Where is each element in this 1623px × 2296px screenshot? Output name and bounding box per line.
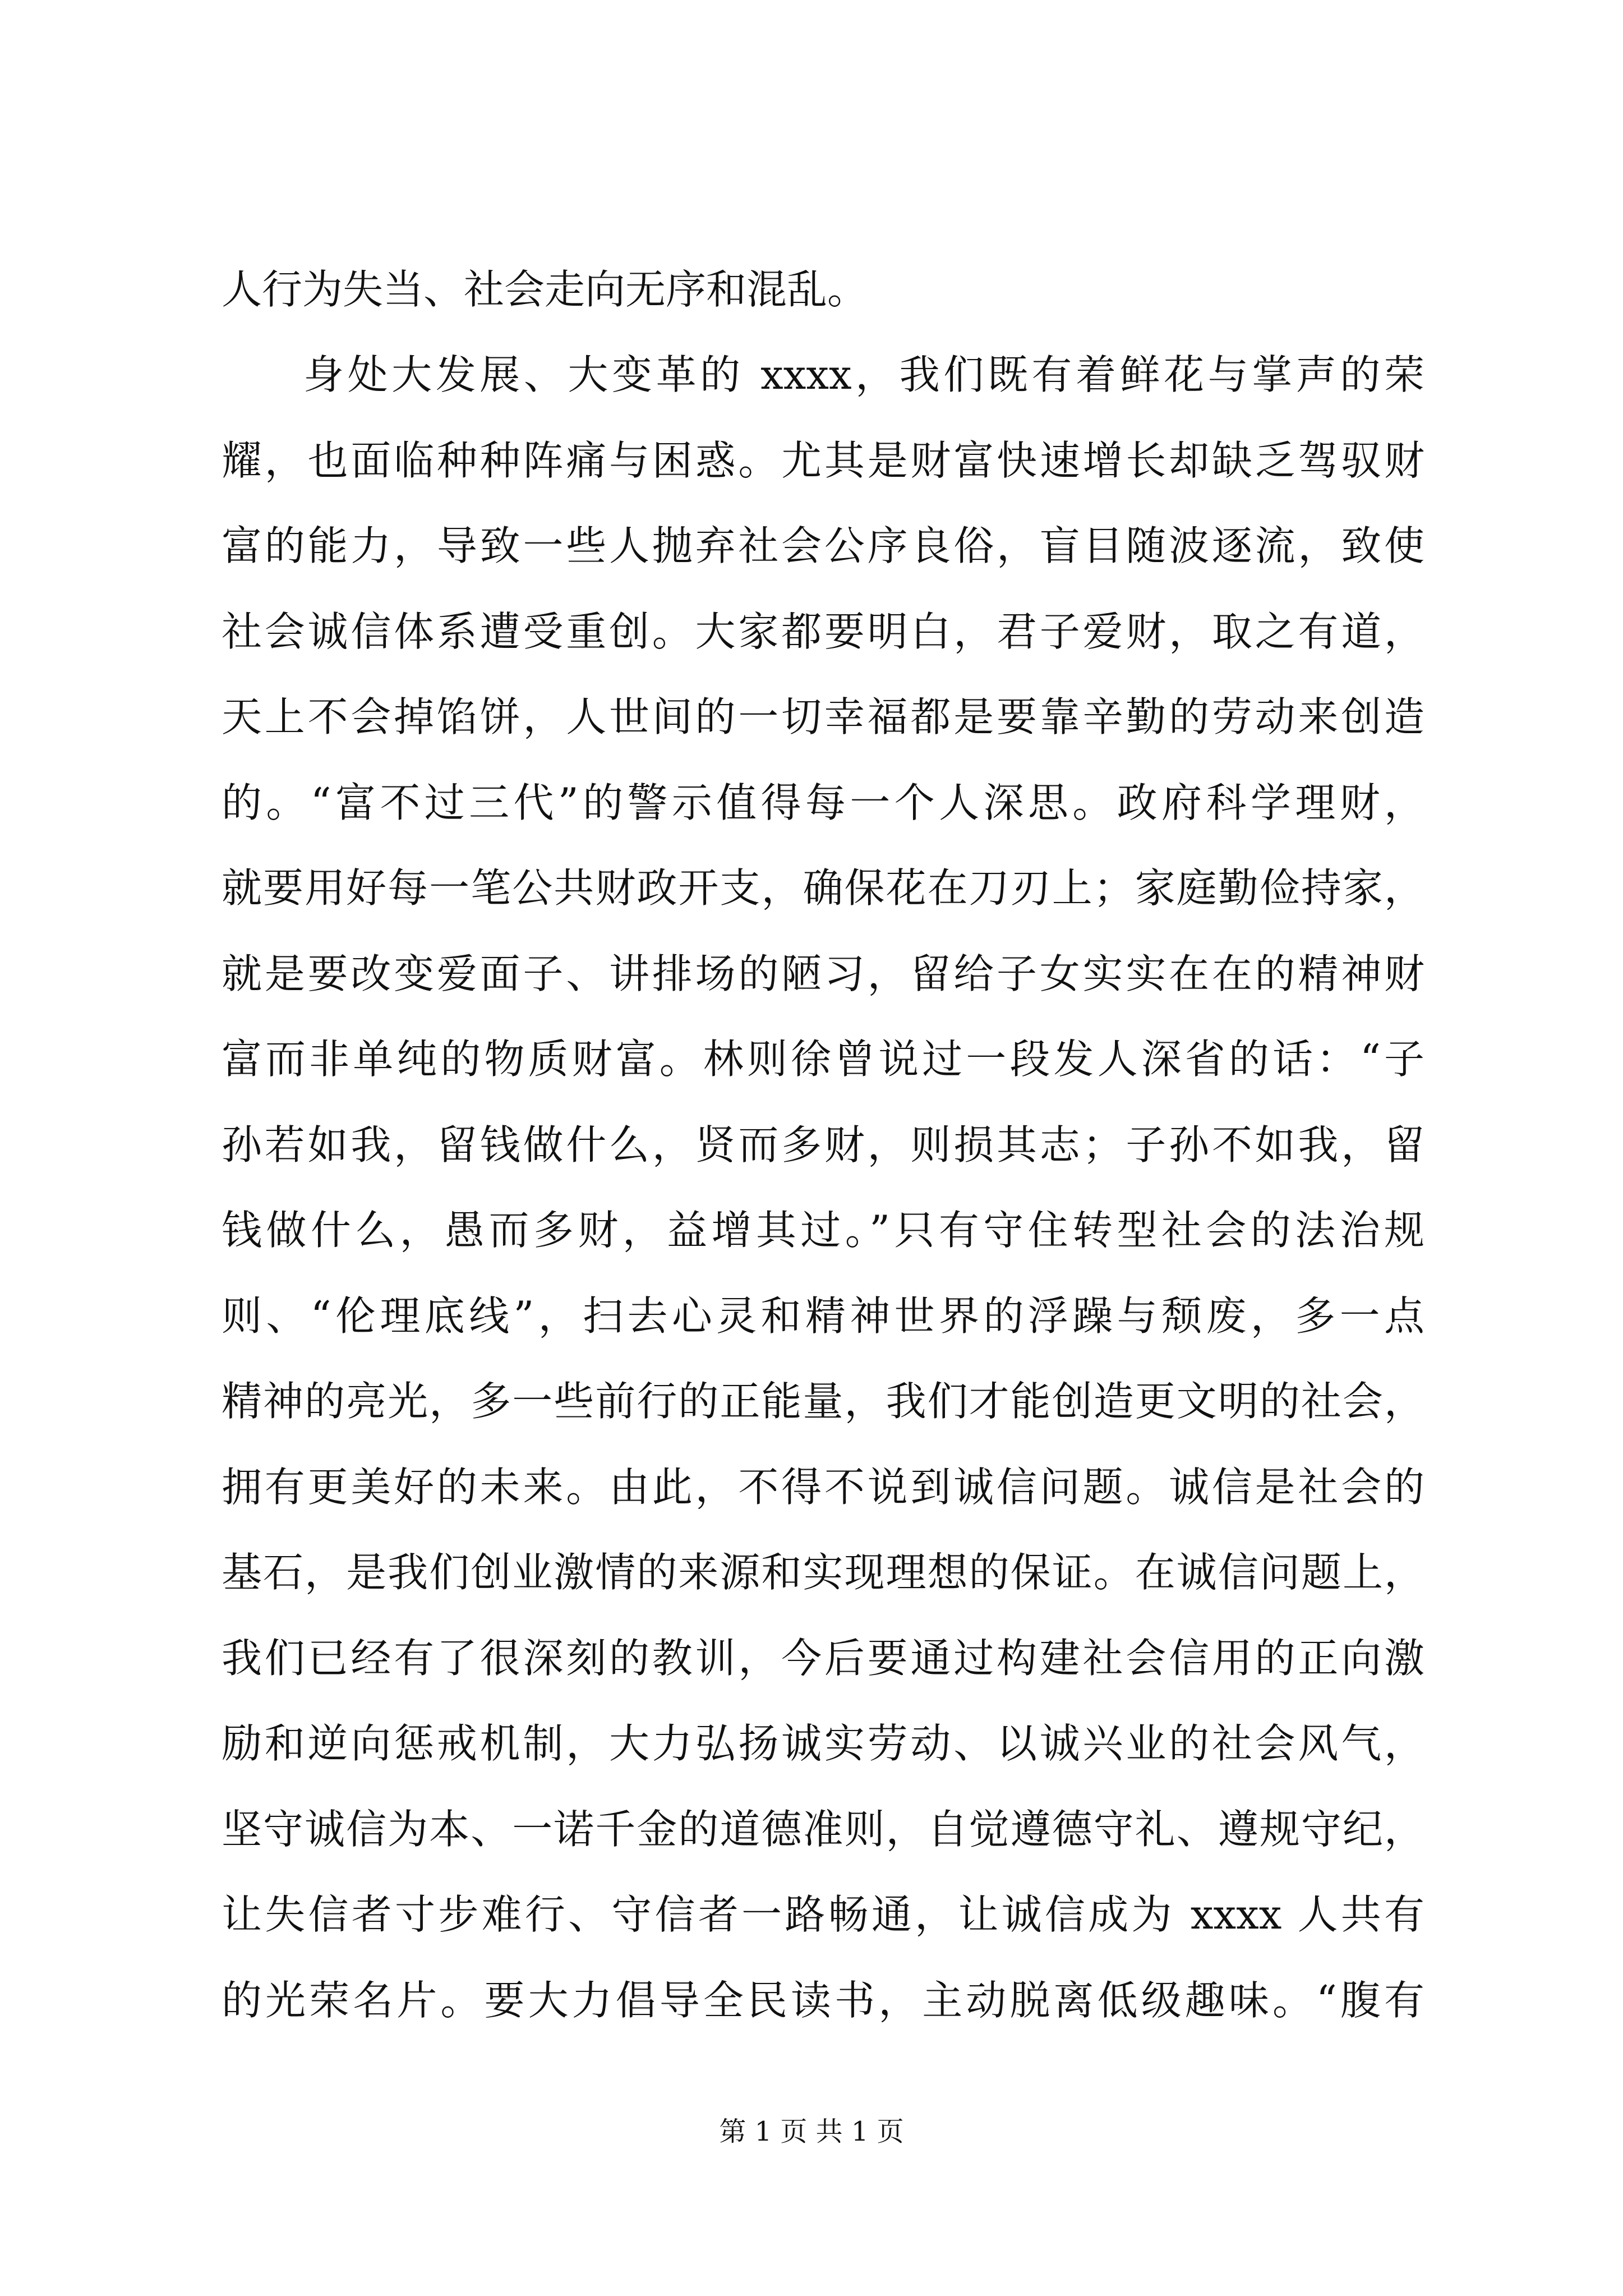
paragraph-line: 钱做什么，愚而多财，益增其过。”只有守住转型社会的法治规 (222, 1207, 1424, 1254)
paragraph-line: 我们已经有了很深刻的教训，今后要通过构建社会信用的正向激 (222, 1635, 1424, 1682)
paragraph-line: 耀，也面临种种阵痛与困惑。尤其是财富快速增长却缺乏驾驭财 (222, 437, 1424, 484)
paragraph-line: 精神的亮光，多一些前行的正能量，我们才能创造更文明的社会， (222, 1378, 1424, 1425)
paragraph-line: 身处大发展、大变革的 xxxx，我们既有着鲜花与掌声的荣 (303, 351, 1424, 398)
paragraph-line: 人行为失当、社会走向无序和混乱。 (222, 266, 868, 313)
paragraph-line: 基石，是我们创业激情的来源和实现理想的保证。在诚信问题上， (222, 1549, 1424, 1596)
paragraph-line: 的光荣名片。要大力倡导全民读书，主动脱离低级趣味。“腹有 (222, 1977, 1424, 2024)
page-number-footer: 第 1 页 共 1 页 (719, 2116, 904, 2147)
paragraph-line: 的。“富不过三代”的警示值得每一个人深思。政府科学理财， (222, 779, 1424, 826)
paragraph-line: 让失信者寸步难行、守信者一路畅通，让诚信成为 xxxx 人共有 (222, 1891, 1424, 1938)
paragraph-line: 天上不会掉馅饼，人世间的一切幸福都是要靠辛勤的劳动来创造 (222, 693, 1424, 740)
paragraph-line: 则、“伦理底线”，扫去心灵和精神世界的浮躁与颓废，多一点 (222, 1292, 1424, 1340)
paragraph-line: 富的能力，导致一些人抛弃社会公序良俗，盲目随波逐流，致使 (222, 522, 1424, 569)
paragraph-line: 孙若如我，留钱做什么，贤而多财，则损其志；子孙不如我，留 (222, 1121, 1424, 1168)
paragraph-line: 拥有更美好的未来。由此，不得不说到诚信问题。诚信是社会的 (222, 1464, 1424, 1511)
paragraph-line: 社会诚信体系遭受重创。大家都要明白，君子爱财，取之有道， (222, 608, 1424, 655)
paragraph-line: 就是要改变爱面子、讲排场的陋习，留给子女实实在在的精神财 (222, 950, 1424, 997)
paragraph-line: 就要用好每一笔公共财政开支，确保花在刀刃上；家庭勤俭持家， (222, 864, 1424, 912)
paragraph-line: 励和逆向惩戒机制，大力弘扬诚实劳动、以诚兴业的社会风气， (222, 1720, 1424, 1767)
paragraph-line: 坚守诚信为本、一诺千金的道德准则，自觉遵德守礼、遵规守纪， (222, 1806, 1424, 1853)
paragraph-line: 富而非单纯的物质财富。林则徐曾说过一段发人深省的话：“子 (222, 1036, 1424, 1083)
